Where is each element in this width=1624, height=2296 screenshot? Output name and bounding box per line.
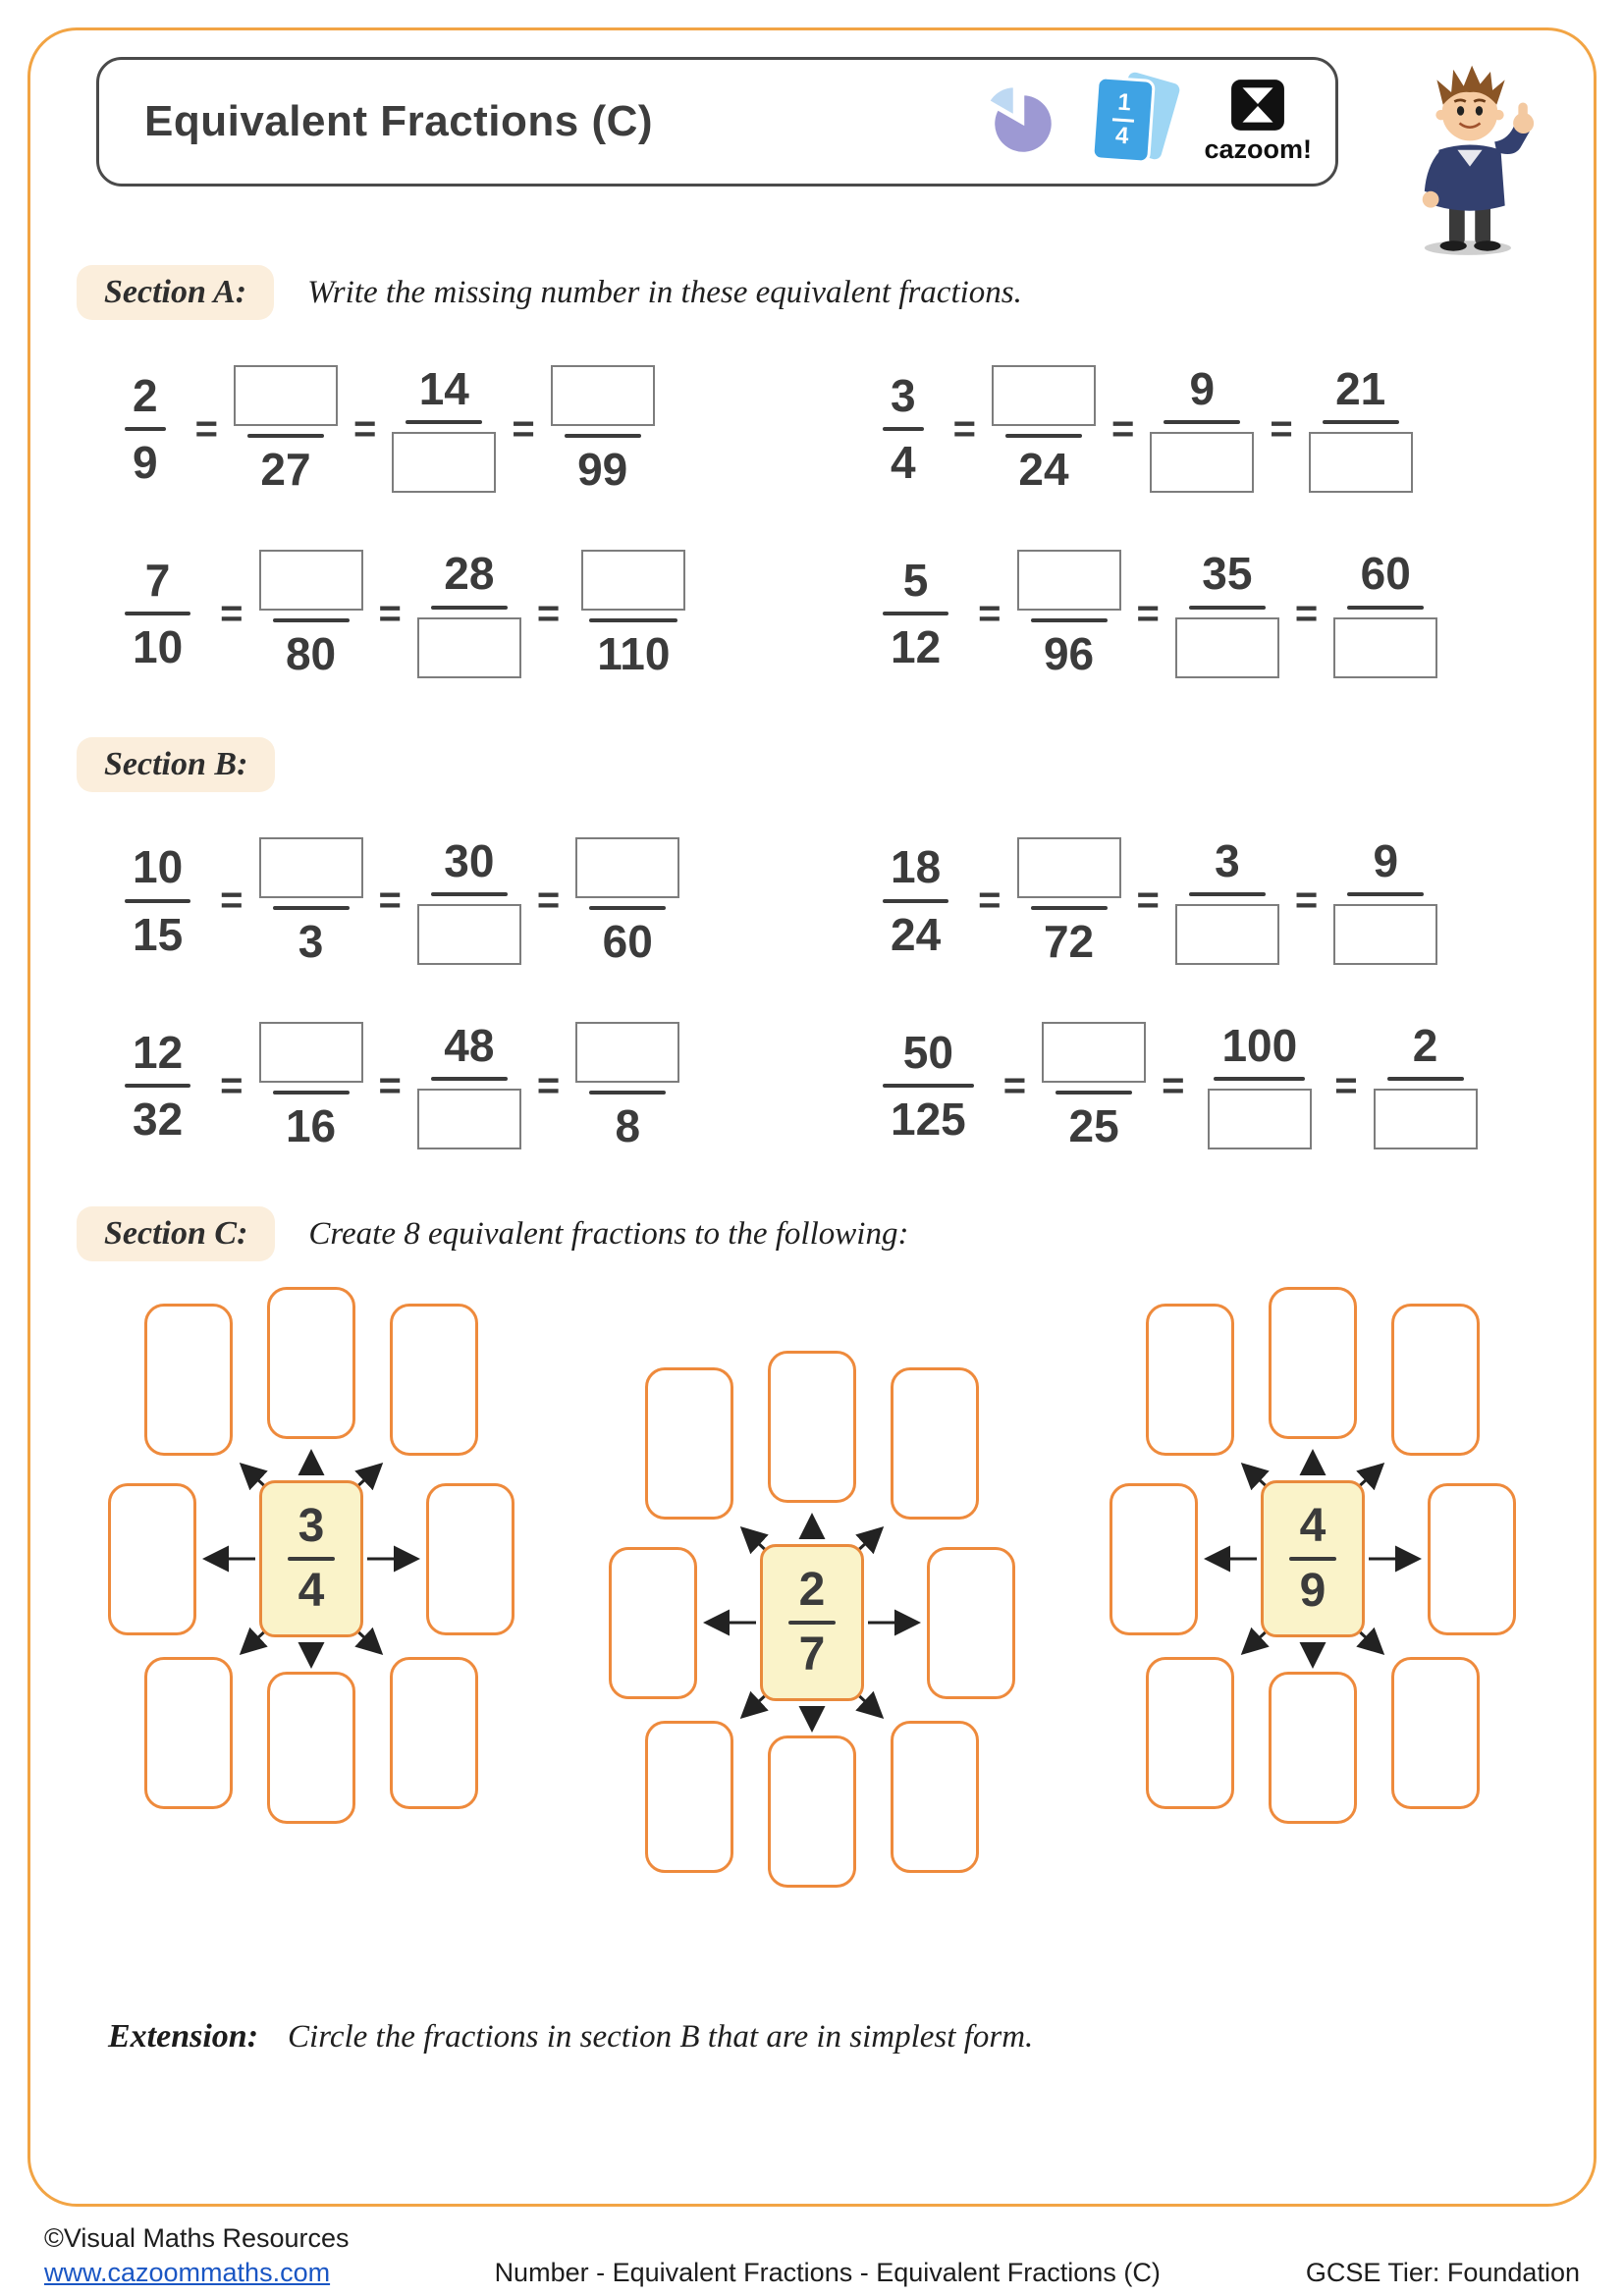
footer-center-text: Number - Equivalent Fractions - Equivalent Fractions (C) — [494, 2258, 1161, 2287]
denominator-value: 8 — [615, 1099, 641, 1151]
fraction — [1383, 1019, 1468, 1149]
answer-box-numerator[interactable] — [1042, 1022, 1146, 1083]
fraction — [1319, 365, 1403, 493]
denominator-value: 3 — [298, 915, 324, 967]
worksheet-content — [69, 57, 1555, 2056]
equals-sign: = — [952, 406, 976, 451]
source-fraction — [760, 1544, 864, 1701]
fraction-bar — [1189, 892, 1266, 896]
equals-sign: = — [220, 879, 244, 923]
card-denominator: 4 — [1114, 122, 1130, 149]
answer-box-numerator[interactable] — [581, 550, 685, 611]
answer-box-numerator[interactable] — [259, 550, 363, 611]
fraction-bar — [431, 606, 508, 610]
equivalent-fraction-box[interactable] — [390, 1304, 478, 1456]
fraction-bar — [431, 1077, 508, 1081]
fraction-chain — [879, 548, 1547, 680]
equivalent-fraction-box[interactable] — [609, 1547, 697, 1699]
fraction — [121, 557, 194, 671]
denominator-value: 4 — [891, 437, 916, 489]
section-a-instruction: Write the missing number in these equivalent fractions. — [307, 274, 1022, 310]
answer-box-denominator[interactable] — [1175, 904, 1279, 965]
boy-mascot-illustration — [1377, 51, 1563, 257]
equivalent-fraction-box[interactable] — [1428, 1483, 1516, 1635]
section-b-header — [69, 737, 1555, 792]
fraction — [402, 365, 486, 493]
equals-sign: = — [220, 1063, 244, 1107]
fraction — [879, 843, 952, 958]
fraction-bar — [565, 434, 641, 438]
fraction-bar — [1214, 1077, 1305, 1081]
fraction-bar — [589, 618, 677, 622]
fraction — [1052, 1022, 1136, 1149]
fraction — [121, 369, 170, 489]
fraction-bar — [883, 612, 948, 615]
denominator-value: 96 — [1043, 628, 1095, 680]
numerator-value: 21 — [1335, 363, 1386, 414]
numerator-value: 100 — [1221, 1019, 1298, 1071]
numerator-value: 5 — [902, 555, 929, 607]
denominator-value: 60 — [602, 915, 653, 967]
source-fraction — [259, 1480, 363, 1637]
title-box — [96, 57, 1338, 187]
fraction — [585, 837, 670, 965]
section-b-label: Section B: — [77, 737, 275, 792]
answer-box-numerator[interactable] — [259, 1022, 363, 1083]
equivalent-fraction-box[interactable] — [267, 1672, 355, 1824]
fraction — [1027, 550, 1111, 680]
fraction-bar — [1164, 420, 1240, 424]
fraction-bar — [288, 1557, 335, 1561]
equals-sign: = — [1334, 1063, 1358, 1107]
extension-section — [69, 2018, 1555, 2056]
denominator-value: 24 — [891, 908, 942, 960]
equals-sign: = — [978, 591, 1001, 635]
fraction-bar — [1289, 1557, 1336, 1561]
fraction-bar — [788, 1621, 836, 1625]
answer-box-denominator[interactable] — [1374, 1089, 1478, 1149]
section-b-problems — [69, 834, 1555, 1151]
answer-box-numerator[interactable] — [551, 365, 655, 426]
numerator-value: 4 — [1299, 1499, 1326, 1552]
answer-box-numerator[interactable] — [575, 1022, 679, 1083]
fraction-chain — [121, 1019, 802, 1151]
numerator-value: 2 — [133, 369, 158, 421]
card-front — [1092, 76, 1157, 164]
fraction-bar — [1347, 892, 1424, 896]
fraction — [1160, 365, 1244, 493]
section-c-instruction: Create 8 equivalent fractions to the following: — [308, 1215, 909, 1252]
fraction-bar — [431, 892, 508, 896]
fraction-bar — [125, 427, 166, 431]
fraction — [1185, 550, 1270, 677]
fraction-bar — [1387, 1077, 1464, 1081]
denominator-value: 25 — [1068, 1099, 1119, 1151]
answer-box-denominator[interactable] — [1150, 432, 1254, 493]
fraction-bar — [883, 1084, 974, 1088]
fraction — [1027, 837, 1111, 965]
hourglass-icon — [1229, 79, 1286, 132]
fraction-bar — [247, 434, 324, 438]
page-footer — [44, 2223, 1580, 2288]
extension-label: Extension: — [108, 2018, 259, 2056]
fraction-bar — [883, 427, 924, 431]
fraction-chain — [879, 1019, 1547, 1151]
fraction-bar — [1347, 606, 1424, 610]
numerator-value: 18 — [891, 841, 942, 893]
footer-right-text: GCSE Tier: Foundation — [1305, 2258, 1580, 2287]
fraction-cards-icon — [1086, 70, 1184, 174]
equivalent-fraction-box[interactable] — [1269, 1672, 1357, 1824]
fraction — [1343, 834, 1428, 965]
fraction-bar — [273, 1091, 350, 1095]
denominator-value: 99 — [577, 444, 628, 495]
equivalent-fraction-box[interactable] — [108, 1483, 196, 1635]
fraction — [269, 1022, 353, 1149]
fraction — [1210, 1019, 1309, 1149]
equals-sign: = — [352, 406, 377, 451]
fraction — [427, 1019, 512, 1149]
equals-sign: = — [1136, 879, 1160, 923]
card-numerator: 1 — [1117, 88, 1133, 117]
section-c-header — [69, 1206, 1555, 1261]
equivalent-fraction-box[interactable] — [1391, 1304, 1480, 1456]
equals-sign: = — [378, 1063, 402, 1107]
fraction-bar — [273, 906, 350, 910]
denominator-value: 7 — [798, 1629, 826, 1682]
numerator-value: 48 — [444, 1019, 495, 1071]
equals-sign: = — [1270, 406, 1293, 451]
fraction-bar — [125, 899, 190, 903]
fraction — [879, 1026, 978, 1146]
denominator-value: 15 — [133, 908, 184, 960]
equivalent-fraction-box[interactable] — [1110, 1483, 1198, 1635]
section-c-label: Section C: — [77, 1206, 275, 1261]
equivalent-fraction-box[interactable] — [1146, 1657, 1234, 1809]
numerator-value: 2 — [798, 1563, 826, 1616]
equivalent-fraction-box[interactable] — [891, 1721, 979, 1873]
equals-sign: = — [220, 591, 244, 635]
answer-box-denominator[interactable] — [1208, 1089, 1312, 1149]
answer-box-denominator[interactable] — [417, 904, 521, 965]
equals-sign: = — [1136, 591, 1160, 635]
answer-box-denominator[interactable] — [1175, 617, 1279, 678]
pie-chart-icon — [968, 77, 1066, 167]
equivalent-fraction-box[interactable] — [927, 1547, 1015, 1699]
equivalent-fraction-box[interactable] — [891, 1367, 979, 1520]
fraction-bar — [273, 618, 350, 622]
fraction — [427, 550, 512, 677]
numerator-value: 30 — [444, 834, 495, 886]
denominator-value: 32 — [133, 1094, 184, 1146]
numerator-value: 9 — [1189, 363, 1216, 414]
fraction — [1185, 834, 1270, 965]
spider-diagrams — [69, 1279, 1555, 1893]
numerator-value: 2 — [1412, 1019, 1438, 1071]
equals-sign: = — [378, 879, 402, 923]
fraction-bar — [1031, 618, 1108, 622]
denominator-value: 12 — [891, 621, 942, 673]
cazoom-logo-text: cazoom! — [1204, 134, 1312, 164]
equals-sign: = — [1110, 406, 1135, 451]
numerator-value: 7 — [144, 555, 171, 607]
fraction — [269, 550, 353, 680]
equals-sign: = — [1162, 1063, 1185, 1107]
equivalent-fraction-box[interactable] — [267, 1287, 355, 1439]
numerator-value: 35 — [1202, 548, 1253, 600]
fraction — [561, 365, 645, 493]
section-a-header — [69, 265, 1555, 320]
equals-sign: = — [194, 406, 218, 451]
fraction — [1001, 365, 1086, 493]
numerator-value: 12 — [133, 1026, 184, 1078]
spider-diagram-4-9 — [1092, 1279, 1534, 1829]
fraction — [879, 369, 928, 489]
equals-sign: = — [512, 406, 535, 451]
fraction-bar — [1189, 606, 1266, 610]
fraction — [269, 837, 353, 965]
fraction-chain — [121, 548, 802, 680]
equals-sign: = — [1002, 1063, 1027, 1107]
equals-sign: = — [1294, 879, 1319, 923]
fraction — [585, 550, 681, 680]
footer-left — [44, 2223, 350, 2288]
equals-sign: = — [378, 591, 402, 635]
answer-box-numerator[interactable] — [234, 365, 338, 426]
denominator-value: 10 — [133, 621, 184, 673]
copyright-text: ©Visual Maths Resources — [44, 2223, 350, 2253]
fraction-bar — [883, 899, 948, 903]
fraction-chain — [879, 834, 1547, 967]
denominator-value: 4 — [298, 1565, 325, 1618]
fraction-chain — [121, 365, 802, 493]
header-icons — [968, 70, 1312, 174]
fraction — [121, 843, 194, 958]
extension-instruction: Circle the fractions in section B that are in simplest form. — [288, 2019, 1034, 2056]
answer-box-denominator[interactable] — [417, 617, 521, 678]
fraction — [1343, 550, 1428, 677]
denominator-value: 24 — [1018, 444, 1069, 495]
denominator-value: 80 — [285, 628, 337, 680]
numerator-value: 9 — [1373, 834, 1399, 886]
equivalent-fraction-box[interactable] — [1269, 1287, 1357, 1439]
denominator-value: 72 — [1043, 915, 1095, 967]
numerator-value: 3 — [298, 1499, 325, 1552]
numerator-value: 10 — [133, 841, 184, 893]
fraction — [585, 1022, 670, 1149]
fraction-bar — [1031, 906, 1108, 910]
equals-sign: = — [536, 1063, 561, 1107]
numerator-value: 3 — [1215, 834, 1240, 886]
equivalent-fraction-box[interactable] — [426, 1483, 514, 1635]
denominator-value: 16 — [285, 1099, 337, 1151]
section-a-label: Section A: — [77, 265, 274, 320]
fraction-bar — [589, 1091, 666, 1095]
fraction-bar — [1056, 1091, 1132, 1095]
numerator-value: 3 — [891, 369, 916, 421]
cazoom-logo-icon — [1204, 79, 1312, 165]
denominator-value: 27 — [260, 444, 311, 495]
spider-diagram-3-4 — [90, 1279, 532, 1829]
fraction — [244, 365, 328, 493]
fraction-chain — [121, 834, 802, 967]
section-a-problems — [69, 365, 1555, 678]
equals-sign: = — [978, 879, 1001, 923]
answer-box-denominator[interactable] — [417, 1089, 521, 1149]
equivalent-fraction-box[interactable] — [144, 1657, 233, 1809]
fraction — [427, 834, 512, 965]
denominator-value: 9 — [1299, 1565, 1326, 1618]
numerator-value: 50 — [902, 1026, 953, 1078]
equals-sign: = — [536, 879, 561, 923]
equivalent-fraction-box[interactable] — [1391, 1657, 1480, 1809]
website-link[interactable]: www.cazoommaths.com — [44, 2258, 331, 2287]
numerator-value: 14 — [418, 363, 469, 414]
equivalent-fraction-box[interactable] — [768, 1735, 856, 1888]
answer-box-numerator[interactable] — [1017, 550, 1121, 611]
answer-box-numerator[interactable] — [992, 365, 1096, 426]
fraction-bar — [1323, 420, 1399, 424]
fraction — [879, 557, 952, 671]
equivalent-fraction-box[interactable] — [645, 1721, 733, 1873]
answer-box-denominator[interactable] — [1333, 904, 1437, 965]
fraction-bar — [125, 1084, 190, 1088]
equivalent-fraction-box[interactable] — [768, 1351, 856, 1503]
equivalent-fraction-box[interactable] — [390, 1657, 478, 1809]
denominator-value: 9 — [133, 437, 158, 489]
denominator-value: 125 — [891, 1094, 966, 1146]
fraction-bar — [1005, 434, 1082, 438]
fraction-bar — [406, 420, 482, 424]
worksheet-header — [69, 57, 1555, 204]
fraction-bar — [125, 612, 190, 615]
answer-box-denominator[interactable] — [392, 432, 496, 493]
answer-box-numerator[interactable] — [575, 837, 679, 898]
answer-box-denominator[interactable] — [1309, 432, 1413, 493]
equivalent-fraction-box[interactable] — [144, 1304, 233, 1456]
answer-box-numerator[interactable] — [1017, 837, 1121, 898]
answer-box-denominator[interactable] — [1333, 617, 1437, 678]
equals-sign: = — [1294, 591, 1319, 635]
equivalent-fraction-box[interactable] — [645, 1367, 733, 1520]
fraction-bar — [589, 906, 666, 910]
spider-diagram-2-7 — [591, 1343, 1033, 1893]
equivalent-fraction-box[interactable] — [1146, 1304, 1234, 1456]
page-title: Equivalent Fractions (C) — [144, 97, 654, 145]
source-fraction — [1261, 1480, 1365, 1637]
answer-box-numerator[interactable] — [259, 837, 363, 898]
fraction — [121, 1026, 194, 1146]
numerator-value: 60 — [1360, 548, 1411, 600]
equals-sign: = — [536, 591, 561, 635]
numerator-value: 28 — [444, 548, 495, 600]
denominator-value: 110 — [597, 628, 671, 680]
fraction-chain — [879, 365, 1547, 493]
